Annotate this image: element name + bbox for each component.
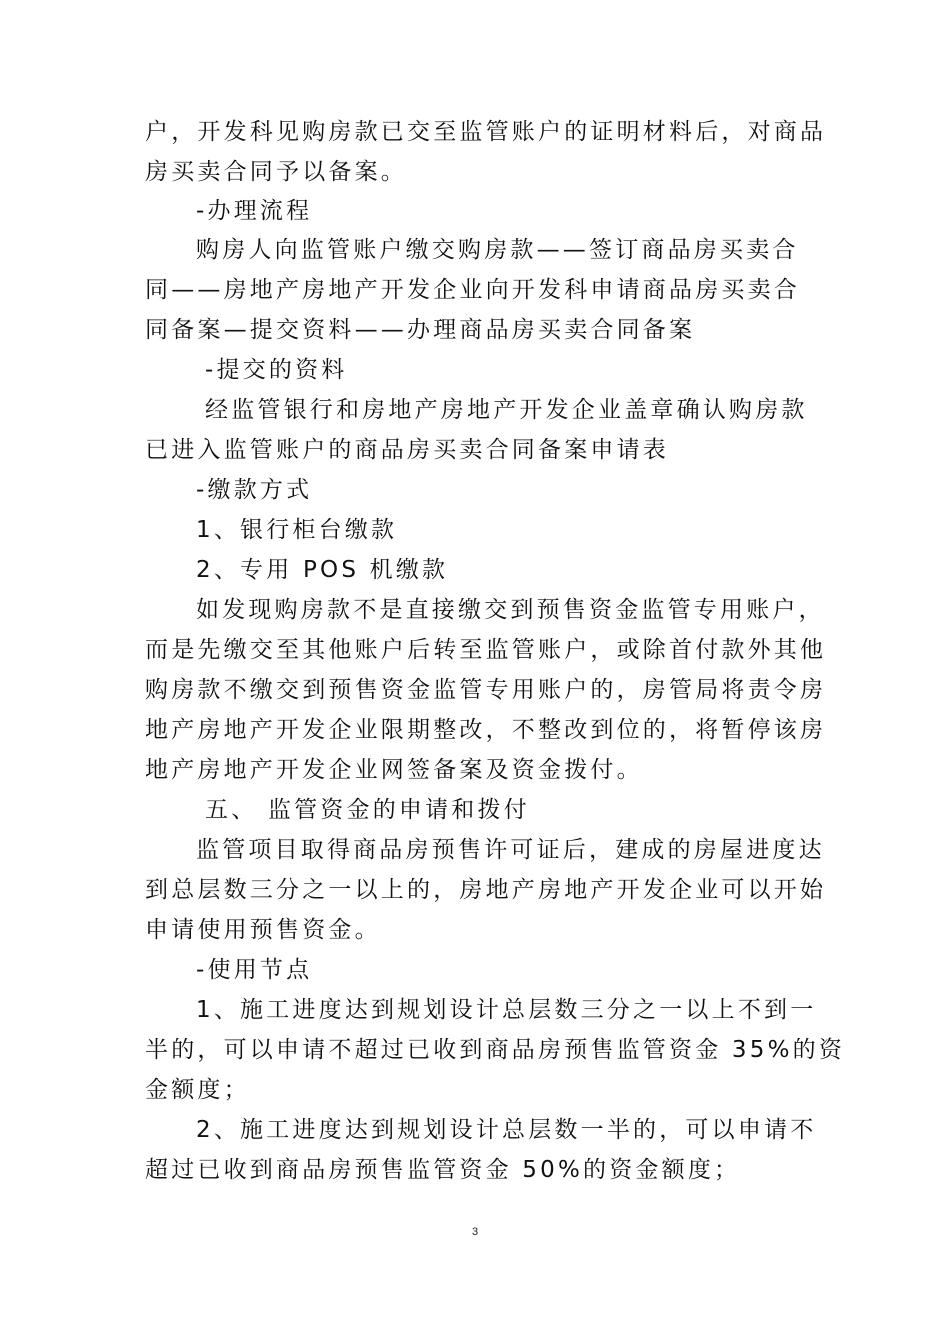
text-line-17: 地产房地产开发企业网签备案及资金拨付。	[145, 757, 643, 783]
section-heading-materials: -提交的资料	[205, 357, 348, 383]
text-line-8: 经监管银行和房地产房地产开发企业盖章确认购房款	[205, 397, 808, 423]
list-item-node-2: 2、施工进度达到规划设计总层数一半的，可以申请不	[196, 1117, 817, 1143]
text-line-14: 而是先缴交至其他账户后转至监管账户，或除首付款外其他	[145, 637, 827, 663]
text-line-5: 同——房地产房地产开发企业向开发科申请商品房买卖合	[145, 277, 800, 303]
list-item-payment-1: 1、银行柜台缴款	[196, 517, 398, 543]
section-heading-process: -办理流程	[196, 198, 313, 224]
list-item-payment-2: 2、专用 POS 机缴款	[196, 557, 449, 583]
text-line-16: 地产房地产开发企业限期整改，不整改到位的，将暂停该房	[145, 717, 827, 743]
text-line-15: 购房款不缴交到预售资金监管专用账户的，房管局将责令房	[145, 677, 827, 703]
text-line-4: 购房人向监管账户缴交购房款——签订商品房买卖合	[196, 237, 799, 263]
section-heading-payment: -缴款方式	[196, 477, 313, 503]
page-number: 3	[471, 1226, 479, 1238]
text-line-21: 申请使用预售资金。	[145, 917, 381, 943]
text-line-13: 如发现购房款不是直接缴交到预售资金监管专用账户，	[196, 597, 825, 623]
text-line-1: 户，开发科见购房款已交至监管账户的证明材料后，对商品	[145, 119, 827, 145]
text-line-9: 已进入监管账户的商品房买卖合同备案申请表	[145, 437, 669, 463]
text-line-6: 同备案—提交资料——办理商品房买卖合同备案	[145, 317, 696, 343]
text-line-25: 金额度；	[145, 1077, 250, 1103]
list-item-node-1: 1、施工进度达到规划设计总层数三分之一以上不到一	[196, 997, 817, 1023]
text-line-27: 超过已收到商品房预售监管资金 50%的资金额度；	[145, 1157, 741, 1183]
text-line-19: 监管项目取得商品房预售许可证后，建成的房屋进度达	[196, 837, 825, 863]
section-heading-nodes: -使用节点	[196, 957, 313, 983]
text-line-24: 半的，可以申请不超过已收到商品房预售监管资金 35%的资	[145, 1037, 846, 1063]
text-line-2: 房买卖合同予以备案。	[145, 159, 407, 185]
text-line-20: 到总层数三分之一以上的，房地产房地产开发企业可以开始	[145, 877, 827, 903]
section-heading-five: 五、 监管资金的申请和拨付	[205, 797, 530, 823]
